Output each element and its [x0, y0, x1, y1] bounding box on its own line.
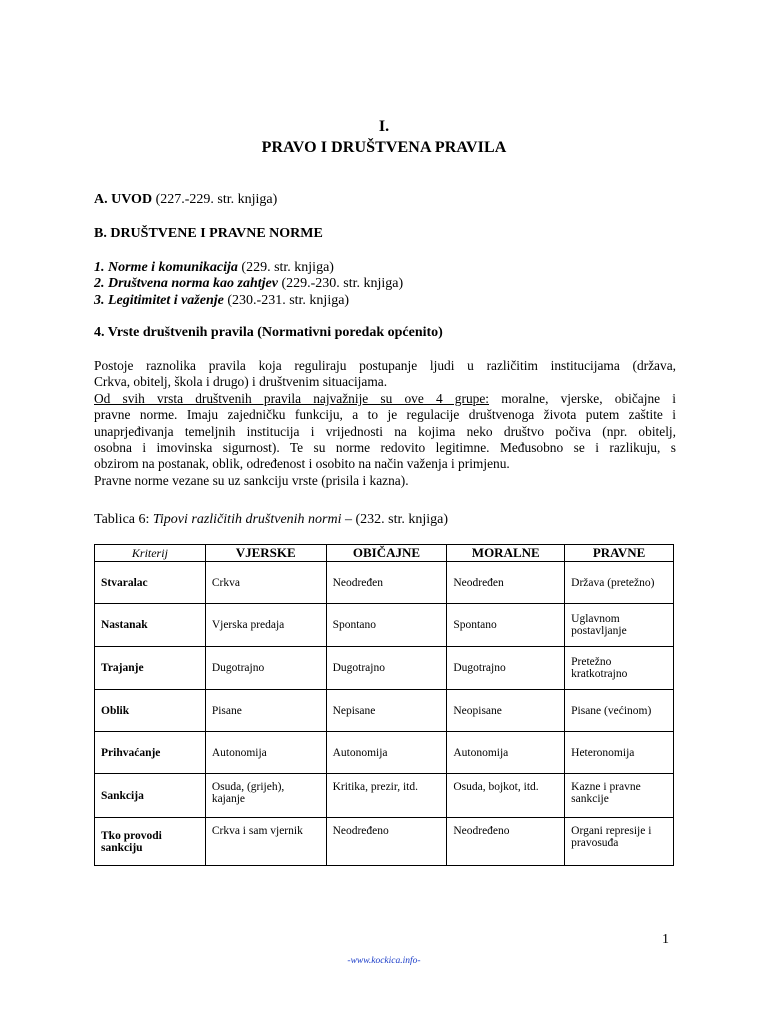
table-cell: Autonomija: [447, 732, 565, 774]
table-header-row: [95, 545, 674, 562]
header-cell-customary: OBIČAJNE: [326, 545, 447, 562]
footer-link[interactable]: -www.kockica.info-: [347, 956, 421, 966]
caption-suffix: – (232. str. knjiga): [341, 512, 449, 527]
paragraph-line: [94, 391, 676, 407]
subsection-2-label: 2. Društvena norma kao zahtjev: [94, 276, 278, 291]
section-a-label: A. UVOD: [94, 192, 153, 207]
table-cell: Neodređeno: [326, 818, 447, 866]
caption-prefix: Tablica 6:: [94, 512, 153, 527]
table-cell: Spontano: [447, 604, 565, 647]
table-row: [95, 562, 674, 604]
section-b: B. DRUŠTVENE I PRAVNE NORME: [94, 226, 323, 241]
table-cell: Organi represije i pravosuđa: [565, 818, 674, 866]
row-header: Prihvaćanje: [95, 732, 206, 774]
table-row: [95, 774, 674, 818]
norms-table: [94, 544, 674, 866]
table-row: [95, 690, 674, 732]
section-4-heading: 4. Vrste društvenih pravila (Normativni poredak općenito): [94, 325, 443, 340]
table-cell: Crkva: [205, 562, 326, 604]
table-cell: Dugotrajno: [447, 647, 565, 690]
body-paragraph: [94, 358, 676, 489]
paragraph-line: osobna i imovinska sigurnost). Te su norme redovito legitimne. Međusobno se i razlikuju, s: [94, 440, 676, 456]
table-cell: Vjerska predaja: [205, 604, 326, 647]
header-cell-criterion: Kriterij: [95, 545, 206, 562]
row-header: Tko provodi sankciju: [95, 818, 206, 866]
subsection-1-label: 1. Norme i komunikacija: [94, 260, 238, 275]
table-cell: Država (pretežno): [565, 562, 674, 604]
underlined-text: Od svih vrsta društvenih pravila najvažnije su ove 4 grupe:: [94, 390, 490, 406]
row-header: Oblik: [95, 690, 206, 732]
table-cell: Neodređeno: [447, 818, 565, 866]
table-cell: Autonomija: [326, 732, 447, 774]
table-caption: [94, 512, 448, 528]
paragraph-line: obzirom na postanak, oblik, određenost i osobito na način važenja i primjenu.: [94, 456, 510, 472]
chapter-title: PRAVO I DRUŠTVENA PRAVILA: [261, 139, 507, 156]
table-cell: Neodređen: [447, 562, 565, 604]
table-cell: Uglavnom postavljanje: [565, 604, 674, 647]
header-cell-moral: MORALNE: [447, 545, 565, 562]
paragraph-line: Postoje raznolika pravila koja reguliraju postupanje ljudi u različitim institucijama (država,: [94, 358, 676, 373]
table-cell: Crkva i sam vjernik: [205, 818, 326, 866]
header-cell-legal: PRAVNE: [565, 545, 674, 562]
table-cell: Pretežno kratkotrajno: [565, 647, 674, 690]
table-cell: Pisane: [205, 690, 326, 732]
paragraph-line: unaprjeđivanja temeljnih institucija i vrijednosti na kojima neko društvo počiva (npr. obitelj,: [94, 423, 676, 439]
table-row: [95, 818, 674, 866]
paragraph-line-tail: moralne, vjerske, običajne i: [489, 390, 676, 406]
table-cell: Osuda, (grijeh), kajanje: [205, 774, 326, 818]
row-header: Sankcija: [95, 774, 206, 818]
subsection-2: [94, 276, 403, 292]
table-cell: Dugotrajno: [326, 647, 447, 690]
page-number: 1: [662, 932, 669, 947]
subsection-1-ref: (229. str. knjiga): [237, 260, 334, 275]
subsection-3-label: 3. Legitimitet i važenje: [94, 293, 224, 308]
table-cell: Spontano: [326, 604, 447, 647]
table-cell: Nepisane: [326, 690, 447, 732]
table-cell: Kritika, prezir, itd.: [326, 774, 447, 818]
table-cell: Pisane (većinom): [565, 690, 674, 732]
subsection-3: [94, 293, 349, 309]
section-a: [94, 192, 277, 208]
table-cell: Autonomija: [205, 732, 326, 774]
table-cell: Neopisane: [447, 690, 565, 732]
header-cell-religious: VJERSKE: [205, 545, 326, 562]
table-row: [95, 732, 674, 774]
caption-title: Tipovi različitih društvenih normi: [152, 512, 342, 527]
paragraph-line: Crkva, obitelj, škola i drugo) i društvenim situacijama.: [94, 374, 388, 390]
table-cell: Dugotrajno: [205, 647, 326, 690]
table-cell: Osuda, bojkot, itd.: [447, 774, 565, 818]
subsection-2-ref: (229.-230. str. knjiga): [277, 276, 404, 291]
subsection-3-ref: (230.-231. str. knjiga): [223, 293, 350, 308]
paragraph-line: Pravne norme vezane su uz sankciju vrste (prisila i kazna).: [94, 472, 409, 488]
subsection-1: [94, 260, 334, 276]
table-cell: Kazne i pravne sankcije: [565, 774, 674, 818]
row-header: Trajanje: [95, 647, 206, 690]
table-row: [95, 604, 674, 647]
table-cell: Heteronomija: [565, 732, 674, 774]
chapter-number: I.: [378, 118, 390, 135]
row-header: Stvaralac: [95, 562, 206, 604]
row-header: Nastanak: [95, 604, 206, 647]
paragraph-line: pravne norme. Imaju zajedničku funkciju, a to je regulacije društvenoga života putem zaštite i: [94, 407, 676, 423]
table-cell: Neodređen: [326, 562, 447, 604]
section-a-ref: (227.-229. str. knjiga): [152, 192, 278, 207]
table-row: [95, 647, 674, 690]
